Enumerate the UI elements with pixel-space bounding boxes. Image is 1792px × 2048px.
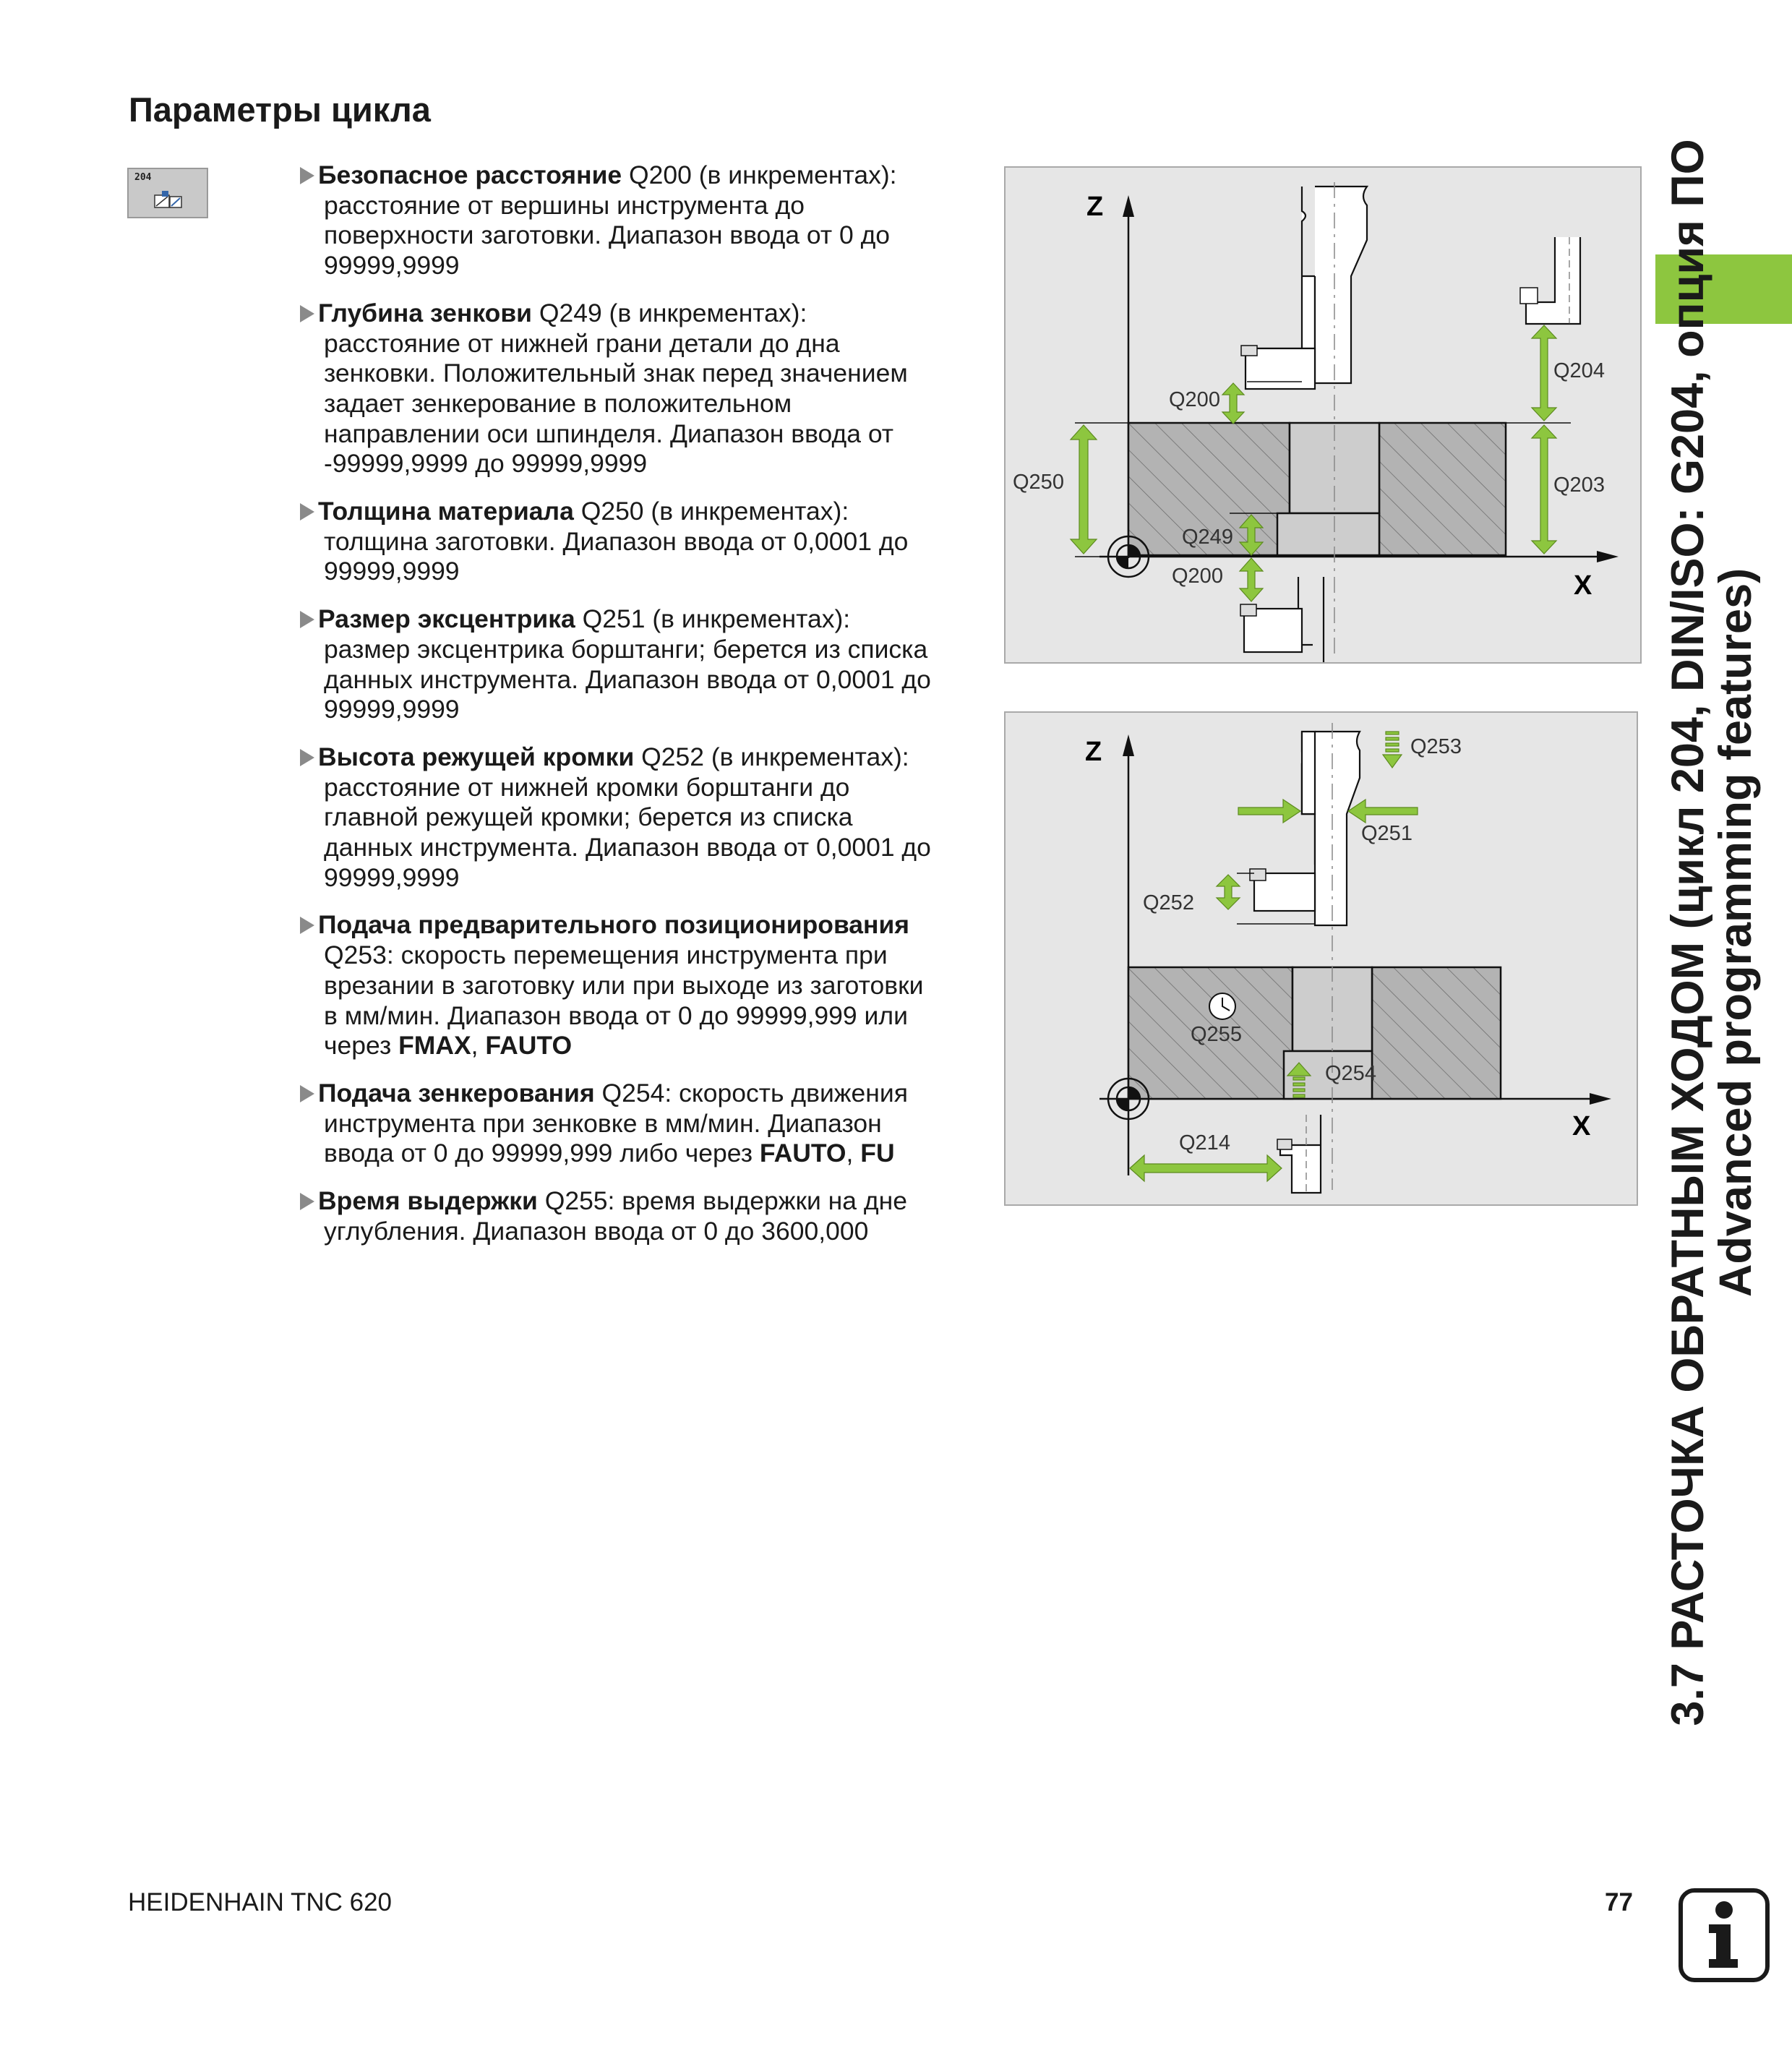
param-desc-line: размер эксцентрика борштанги; берется из списка — [324, 634, 928, 664]
cycle-icon-number: 204 — [134, 172, 152, 183]
tool-retracted — [1526, 237, 1580, 324]
param-desc-line: зенковки. Положительный знак перед значением — [324, 359, 908, 388]
param-desc-line: через FMAX, FAUTO — [324, 1031, 573, 1061]
param-desc-line: расстояние от вершины инструмента до — [324, 190, 805, 220]
param-q255 — [296, 1186, 969, 1246]
chapter-title-line2: Advanced programming features) — [1710, 567, 1761, 1298]
param-q251 — [296, 604, 969, 725]
param-name: Глубина зенкови — [318, 298, 532, 327]
label-q203: Q203 — [1553, 474, 1605, 497]
param-name: Время выдержки — [318, 1186, 538, 1216]
param-name: Безопасное расстояние — [318, 160, 622, 189]
x-axis-label: X — [1574, 570, 1592, 601]
param-desc-line: направлении оси шпинделя. Диапазон ввода от — [324, 419, 894, 448]
param-q250 — [296, 497, 969, 587]
diagram-tool-parameters — [1004, 711, 1638, 1206]
param-name: Размер эксцентрика — [318, 604, 575, 634]
x-axis-arrow-icon — [1590, 1093, 1611, 1105]
z-axis-label: Z — [1086, 192, 1104, 222]
param-desc-line: данных инструмента. Диапазон ввода от 0,0001 до — [324, 664, 931, 694]
tool-bottom — [1280, 1115, 1321, 1193]
chapter-running-header — [1663, 90, 1761, 1775]
param-desc-line: врезании в заготовку или при выходе из заготовки — [324, 970, 924, 1000]
x-axis-label: X — [1572, 1111, 1591, 1141]
label-q204: Q204 — [1553, 359, 1605, 382]
param-desc-line: ввода от 0 до 99999,999 либо через FAUTO, FU — [324, 1139, 895, 1168]
label-q200-top: Q200 — [1169, 388, 1220, 411]
label-q249: Q249 — [1182, 526, 1233, 549]
bullet-triangle-icon — [300, 167, 314, 184]
diagram-geometry — [1004, 166, 1642, 664]
label-q255: Q255 — [1191, 1023, 1242, 1046]
footer-product: HEIDENHAIN TNC 620 — [128, 1888, 393, 1916]
section-title: Параметры цикла — [129, 90, 431, 129]
label-q254: Q254 — [1325, 1062, 1376, 1085]
bullet-triangle-icon — [300, 503, 314, 520]
chapter-title-line1: 3.7 РАСТОЧКА ОБРАТНЫМ ХОДОМ (цикл 204, DIN/ISO: G204, опция ПО — [1663, 139, 1713, 1726]
bullet-triangle-icon — [300, 1085, 314, 1102]
param-desc-line: данных инструмента. Диапазон ввода от 0,0001 до — [324, 833, 931, 862]
page-number: 77 — [1605, 1888, 1633, 1916]
label-q214: Q214 — [1179, 1131, 1230, 1154]
label-q251: Q251 — [1361, 822, 1412, 845]
param-q253 — [296, 910, 969, 1061]
param-desc-line: 99999,9999 — [324, 557, 460, 586]
param-desc: Q251 (в инкрементах): — [575, 604, 851, 634]
param-desc-line: 99999,9999 — [324, 251, 460, 280]
x-axis-arrow-icon — [1597, 551, 1619, 562]
param-desc: Q255: время выдержки на дне — [537, 1186, 907, 1216]
label-q252: Q252 — [1143, 891, 1194, 914]
param-desc-line: 99999,9999 — [324, 862, 460, 892]
workpiece-right — [1379, 423, 1506, 555]
param-desc-line: Q253: скорость перемещения инструмента при — [324, 941, 888, 970]
param-desc: Q254: скорость движения — [594, 1078, 908, 1107]
param-desc-line: задает зенкерование в положительном — [324, 388, 792, 418]
param-q200 — [296, 160, 969, 281]
param-desc-line: толщина заготовки. Диапазон ввода от 0,0001 до — [324, 526, 909, 556]
z-axis-arrow-icon — [1123, 195, 1134, 217]
counterbore — [1277, 513, 1379, 555]
bullet-triangle-icon — [300, 611, 314, 628]
bullet-triangle-icon — [300, 917, 314, 934]
dimension-arrows — [1130, 732, 1418, 1181]
param-q249 — [296, 299, 969, 479]
param-desc: Q200 (в инкрементах): — [622, 160, 897, 189]
param-q254 — [296, 1079, 969, 1169]
bullet-triangle-icon — [300, 305, 314, 322]
parameter-list — [296, 160, 969, 1264]
param-name: Толщина материала — [318, 497, 574, 526]
workpiece-right — [1372, 967, 1501, 1099]
z-axis-arrow-icon — [1123, 734, 1134, 756]
bullet-triangle-icon — [300, 1193, 314, 1210]
param-desc-line: -99999,9999 до 99999,9999 — [324, 449, 648, 479]
param-desc-line: главной режущей кромки; берется из списка — [324, 802, 853, 832]
param-desc-line: углубления. Диапазон ввода от 0 до 3600,000 — [324, 1216, 869, 1246]
z-axis-label: Z — [1085, 737, 1102, 767]
param-name: Высота режущей кромки — [318, 742, 635, 771]
param-desc-line: в мм/мин. Диапазон ввода от 0 до 99999,999 или — [324, 1001, 908, 1030]
param-desc: Q250 (в инкрементах): — [573, 497, 849, 526]
label-q200-bottom: Q200 — [1172, 565, 1223, 588]
param-name: Подача зенкерования — [318, 1078, 595, 1107]
param-desc: Q249 (в инкрементах): — [531, 298, 807, 327]
param-q252 — [296, 742, 969, 894]
cycle-204-softkey-icon — [127, 168, 208, 218]
param-desc-line: расстояние от нижней грани детали до дна — [324, 328, 840, 358]
param-desc-line: поверхности заготовки. Диапазон ввода от 0 до — [324, 220, 891, 250]
param-desc-line: 99999,9999 — [324, 695, 460, 724]
label-q253: Q253 — [1410, 735, 1462, 758]
param-desc-line: расстояние от нижней кромки борштанги до — [324, 772, 850, 802]
param-desc-line: инструмента при зенковке в мм/мин. Диапазон — [324, 1108, 882, 1138]
info-icon — [1679, 1888, 1770, 1982]
param-name: Подача предварительного позиционирования — [318, 910, 910, 940]
param-desc: Q252 (в инкрементах): — [634, 742, 909, 771]
bullet-triangle-icon — [300, 749, 314, 766]
label-q250: Q250 — [1013, 471, 1064, 494]
